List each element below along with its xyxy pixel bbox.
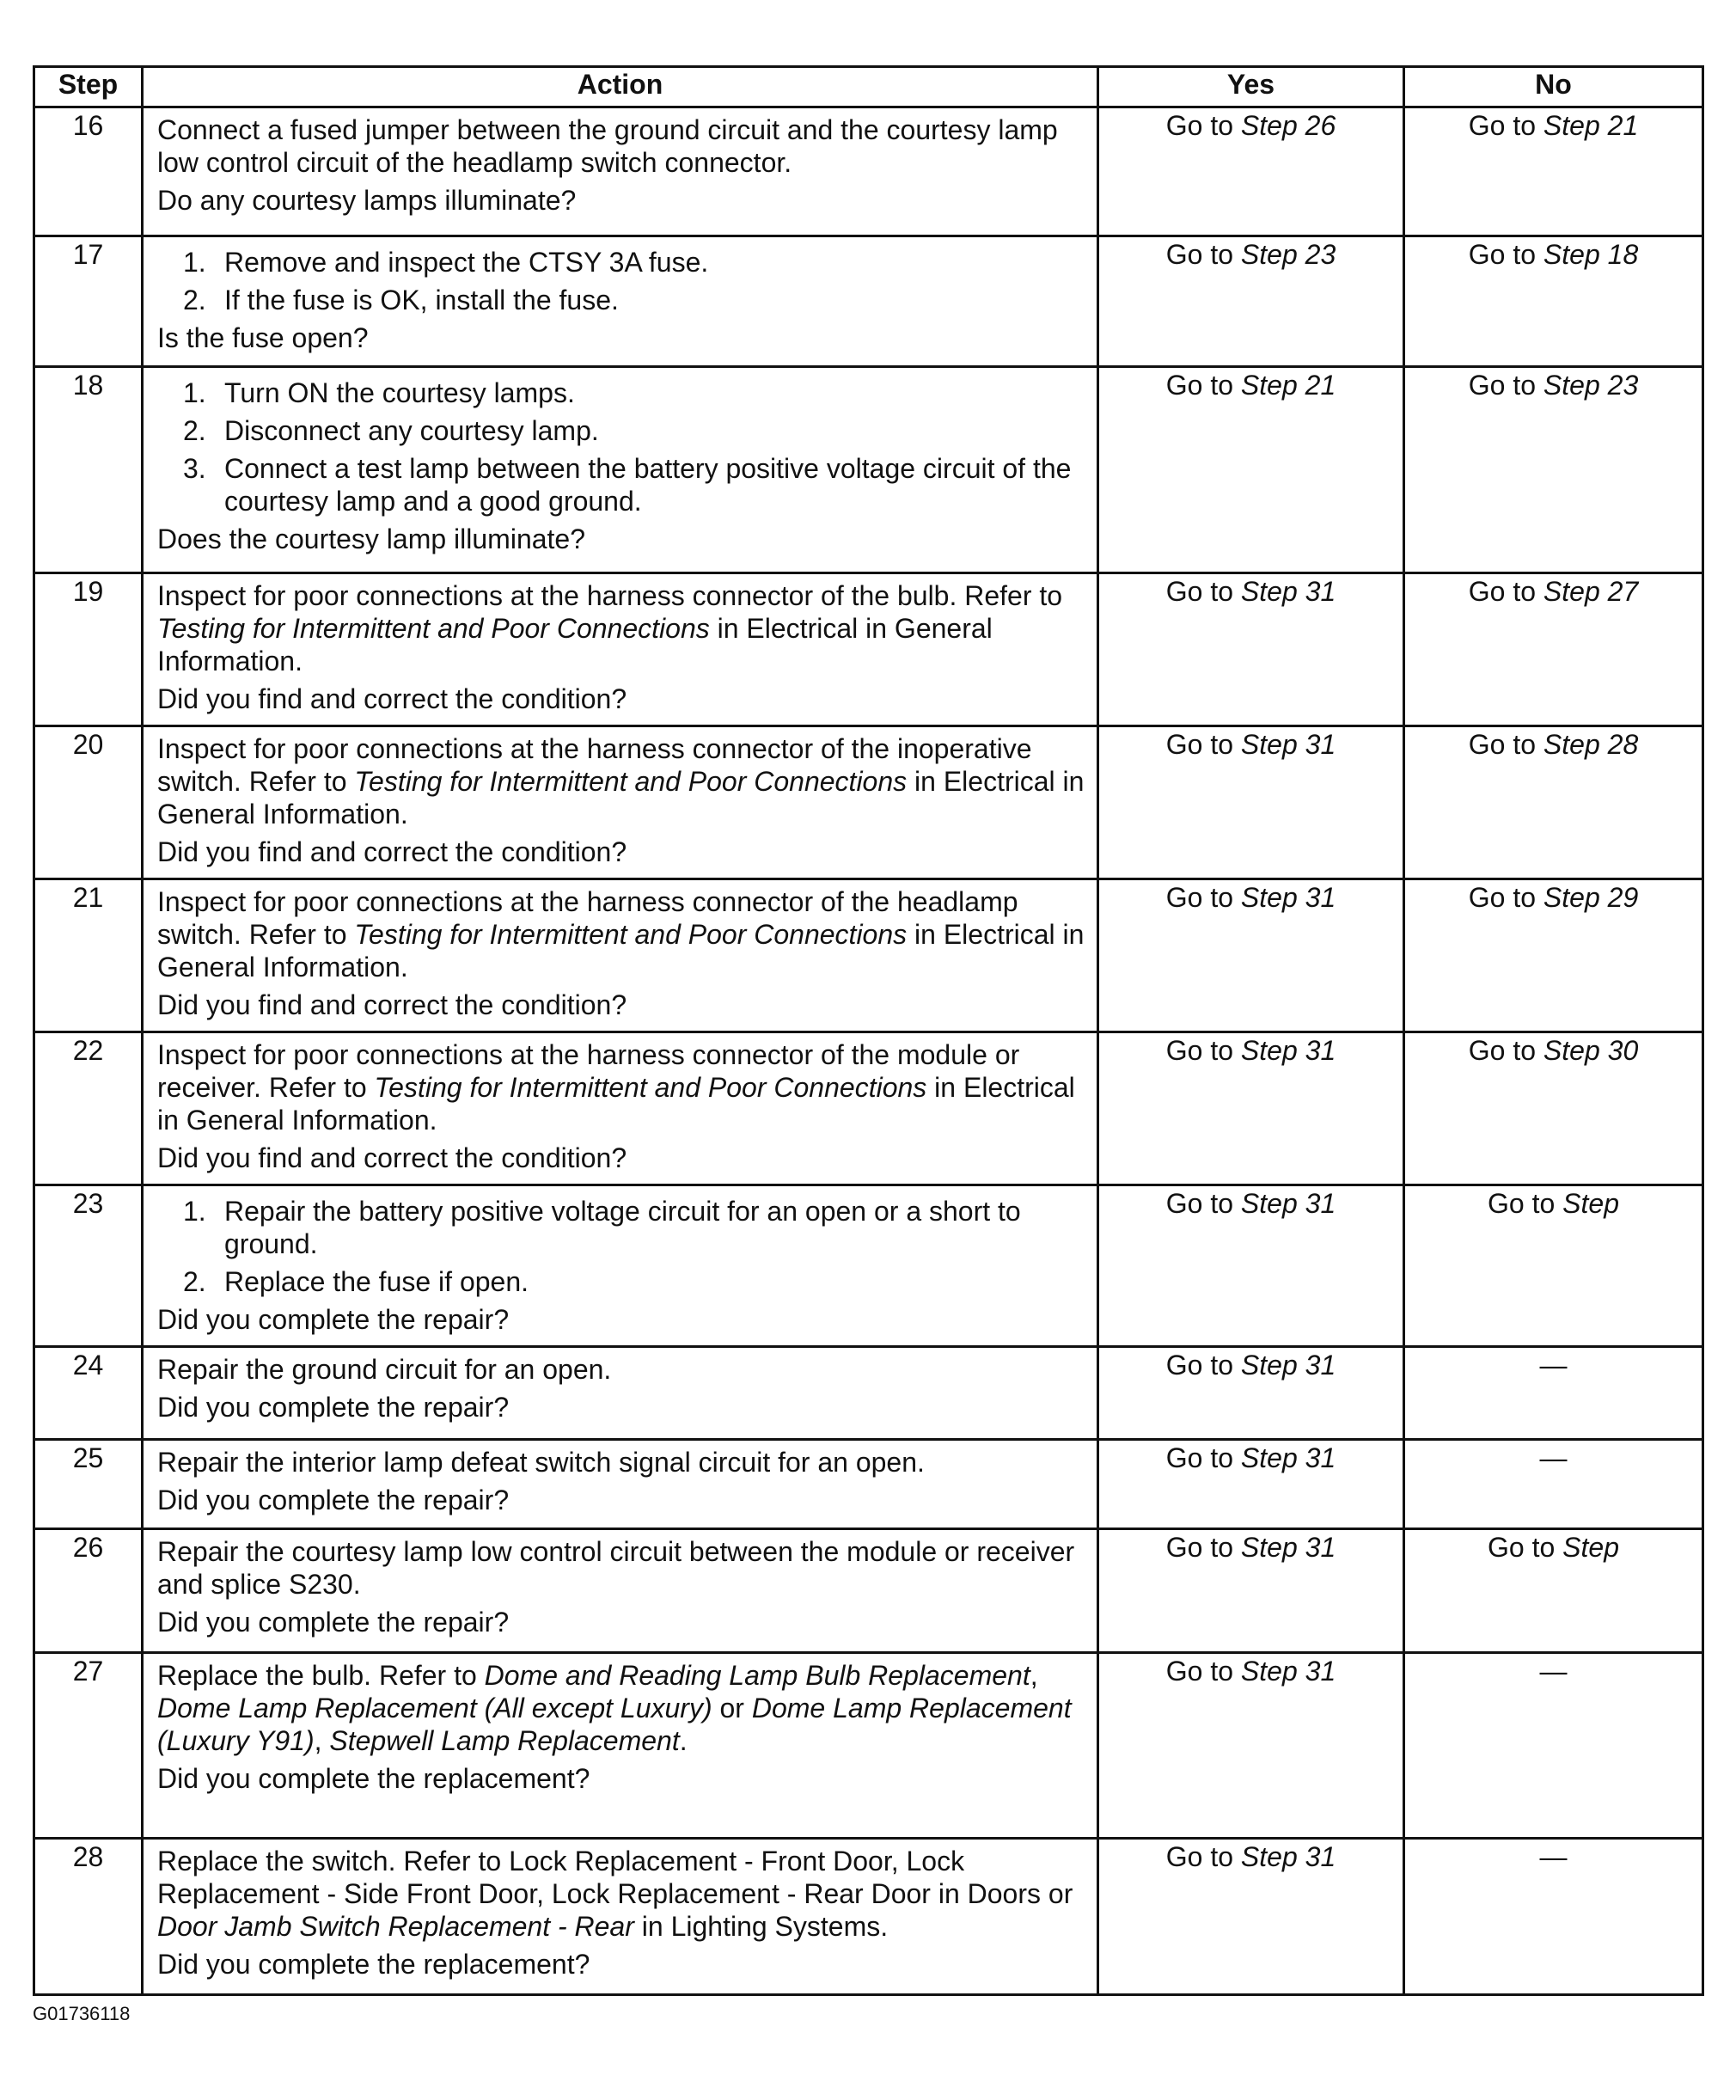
action-cell — [143, 1032, 1098, 1185]
reference-title: Dome Lamp Replacement (All except Luxury) — [157, 1693, 712, 1723]
yes-outcome — [1098, 1347, 1404, 1440]
instruction-number: 3. — [183, 453, 206, 484]
text-segment: Inspect for poor connections at the harness connector of the inoperative switch. Refer to — [157, 733, 1032, 797]
step-question: Did you find and correct the condition? — [157, 989, 627, 1020]
header-yes: Yes — [1098, 67, 1404, 107]
instruction-text: Repair the battery positive voltage circuit for an open or a short to ground. — [224, 1196, 1021, 1259]
action-text — [157, 1038, 1088, 1136]
yes-outcome — [1098, 1032, 1404, 1185]
step-reference: Step 31 — [1240, 1442, 1336, 1473]
text-segment: Repair the interior lamp defeat switch signal circuit for an open. — [157, 1447, 925, 1478]
goto-label: Go to — [1165, 110, 1241, 141]
text-segment: , — [314, 1725, 330, 1756]
goto-label: Go to — [1165, 1841, 1241, 1872]
table-row — [34, 1185, 1703, 1347]
text-segment: or — [712, 1693, 752, 1723]
text-segment: Inspect for poor connections at the harness connector of the bulb. Refer to — [157, 580, 1063, 611]
step-number: 25 — [34, 1440, 143, 1529]
yes-outcome — [1098, 1839, 1404, 1995]
step-question: Did you complete the repair? — [157, 1607, 510, 1638]
goto-label: Go to — [1165, 1532, 1241, 1563]
yes-outcome — [1098, 107, 1404, 236]
action-text — [157, 732, 1088, 830]
no-outcome — [1404, 1185, 1703, 1347]
reference-title: Door Jamb Switch Replacement - Rear — [157, 1911, 634, 1942]
yes-outcome — [1098, 879, 1404, 1032]
step-number: 19 — [34, 573, 143, 726]
instruction-number: 2. — [183, 285, 206, 315]
table-row — [34, 107, 1703, 236]
no-outcome — [1404, 1529, 1703, 1653]
step-reference: Step 31 — [1240, 1656, 1336, 1687]
step-question: Did you complete the repair? — [157, 1392, 510, 1423]
no-outcome — [1404, 1440, 1703, 1529]
no-outcome — [1404, 879, 1703, 1032]
yes-outcome — [1098, 236, 1404, 367]
step-number: 22 — [34, 1032, 143, 1185]
table-row — [34, 367, 1703, 573]
goto-label: Go to — [1468, 239, 1543, 270]
step-question: Did you complete the repair? — [157, 1304, 510, 1335]
goto-label: Go to — [1165, 1035, 1241, 1066]
table-row — [34, 879, 1703, 1032]
goto-label: Go to — [1468, 110, 1543, 141]
text-segment: . — [679, 1725, 688, 1756]
goto-label: Go to — [1468, 729, 1543, 760]
text-segment: in Electrical in General Information. — [157, 919, 1085, 983]
action-text — [157, 579, 1088, 677]
step-reference: Step 27 — [1543, 576, 1639, 607]
goto-label: Go to — [1468, 882, 1543, 913]
goto-label: Go to — [1165, 576, 1241, 607]
goto-label: Go to — [1165, 1442, 1241, 1473]
no-action-dash: — — [1539, 1350, 1568, 1381]
goto-label: Go to — [1488, 1188, 1563, 1219]
figure-id: G01736118 — [33, 2003, 131, 2024]
action-text — [157, 1535, 1088, 1601]
yes-outcome — [1098, 726, 1404, 879]
step-reference: Step 26 — [1240, 110, 1336, 141]
numbered-instruction — [157, 414, 1088, 447]
text-segment: in Electrical in General Information. — [157, 613, 993, 677]
text-segment: Replace the switch. Refer to Lock Replacement - Front Door, Lock Replacement - Side Front Door, Lock Replacement - Rear Door in Doors or — [157, 1846, 1073, 1909]
reference-title: Testing for Intermittent and Poor Connections — [157, 613, 710, 644]
instruction-text: Connect a test lamp between the battery positive voltage circuit of the courtesy lamp and a good ground. — [224, 453, 1072, 517]
instruction-text: Replace the fuse if open. — [224, 1266, 529, 1297]
action-cell — [143, 879, 1098, 1032]
text-segment: in Electrical in General Information. — [157, 1072, 1075, 1136]
no-action-dash: — — [1539, 1656, 1568, 1687]
goto-label: Go to — [1468, 1035, 1543, 1066]
reference-title: Dome and Reading Lamp Bulb Replacement — [484, 1660, 1030, 1691]
instruction-text: If the fuse is OK, install the fuse. — [224, 285, 619, 315]
step-reference: Step 31 — [1240, 1350, 1336, 1381]
step-question: Does the courtesy lamp illuminate? — [157, 523, 586, 554]
instruction-number: 1. — [183, 377, 206, 408]
no-action-dash: — — [1539, 1841, 1568, 1872]
action-text — [157, 113, 1088, 179]
text-segment: in Electrical in General Information. — [157, 766, 1085, 830]
step-number: 28 — [34, 1839, 143, 1995]
step-question: Did you find and correct the condition? — [157, 836, 627, 867]
step-reference: Step — [1562, 1532, 1619, 1563]
step-reference: Step 29 — [1543, 882, 1639, 913]
numbered-instruction — [157, 377, 1088, 409]
action-cell — [143, 1653, 1098, 1839]
yes-outcome — [1098, 367, 1404, 573]
text-segment: Repair the courtesy lamp low control circuit between the module or receiver and splice S230. — [157, 1536, 1075, 1600]
text-segment: Repair the ground circuit for an open. — [157, 1354, 612, 1385]
step-reference: Step 31 — [1240, 1532, 1336, 1563]
instruction-number: 1. — [183, 247, 206, 278]
instruction-text: Disconnect any courtesy lamp. — [224, 415, 599, 446]
action-cell — [143, 1440, 1098, 1529]
step-reference: Step 18 — [1543, 239, 1639, 270]
no-outcome — [1404, 1347, 1703, 1440]
table-row — [34, 236, 1703, 367]
table-body — [34, 107, 1703, 1995]
step-number: 27 — [34, 1653, 143, 1839]
table-row — [34, 1347, 1703, 1440]
step-number: 24 — [34, 1347, 143, 1440]
no-outcome — [1404, 107, 1703, 236]
action-text — [157, 1659, 1088, 1757]
goto-label: Go to — [1165, 1656, 1241, 1687]
numbered-instruction — [157, 1195, 1088, 1260]
step-question: Is the fuse open? — [157, 322, 369, 353]
text-segment: , — [1030, 1660, 1038, 1691]
step-question: Do any courtesy lamps illuminate? — [157, 185, 577, 216]
action-text — [157, 1353, 1088, 1386]
goto-label: Go to — [1165, 882, 1241, 913]
goto-label: Go to — [1165, 1350, 1241, 1381]
step-reference: Step 31 — [1240, 1188, 1336, 1219]
step-number: 18 — [34, 367, 143, 573]
reference-title: Dome Lamp Replacement (Luxury Y91) — [157, 1693, 1072, 1756]
instruction-number: 2. — [183, 1266, 206, 1297]
no-outcome — [1404, 236, 1703, 367]
reference-title: Stepwell Lamp Replacement — [329, 1725, 680, 1756]
numbered-instruction — [157, 246, 1088, 279]
step-number: 26 — [34, 1529, 143, 1653]
no-outcome — [1404, 367, 1703, 573]
goto-label: Go to — [1488, 1532, 1563, 1563]
header-step: Step — [34, 67, 143, 107]
goto-label: Go to — [1165, 370, 1241, 401]
step-number: 17 — [34, 236, 143, 367]
table-row — [34, 1032, 1703, 1185]
instruction-text: Remove and inspect the CTSY 3A fuse. — [224, 247, 709, 278]
step-number: 21 — [34, 879, 143, 1032]
step-reference: Step 23 — [1240, 239, 1336, 270]
goto-label: Go to — [1468, 370, 1543, 401]
step-question: Did you find and correct the condition? — [157, 1142, 627, 1173]
no-outcome — [1404, 573, 1703, 726]
step-question: Did you complete the replacement? — [157, 1949, 590, 1980]
table-row — [34, 726, 1703, 879]
text-segment: Replace the bulb. Refer to — [157, 1660, 485, 1691]
step-question: Did you complete the repair? — [157, 1485, 510, 1515]
step-reference: Step 23 — [1543, 370, 1639, 401]
no-outcome — [1404, 1653, 1703, 1839]
action-text — [157, 1845, 1088, 1943]
step-reference: Step 30 — [1543, 1035, 1639, 1066]
action-text — [157, 1446, 1088, 1479]
text-segment: Inspect for poor connections at the harness connector of the headlamp switch. Refer to — [157, 886, 1018, 950]
numbered-instruction — [157, 284, 1088, 316]
no-action-dash: — — [1539, 1442, 1568, 1473]
step-reference: Step 31 — [1240, 1841, 1336, 1872]
table-row — [34, 1529, 1703, 1653]
action-cell — [143, 1529, 1098, 1653]
table-row — [34, 1440, 1703, 1529]
yes-outcome — [1098, 1440, 1404, 1529]
step-number: 16 — [34, 107, 143, 236]
action-cell — [143, 107, 1098, 236]
action-cell — [143, 573, 1098, 726]
step-reference: Step 28 — [1543, 729, 1639, 760]
step-reference: Step — [1562, 1188, 1619, 1219]
step-reference: Step 31 — [1240, 576, 1336, 607]
goto-label: Go to — [1468, 576, 1543, 607]
table-row — [34, 573, 1703, 726]
table-header-row — [34, 67, 1703, 107]
yes-outcome — [1098, 573, 1404, 726]
goto-label: Go to — [1165, 239, 1241, 270]
header-no: No — [1404, 67, 1703, 107]
instruction-number: 1. — [183, 1196, 206, 1227]
numbered-instruction — [157, 452, 1088, 517]
action-cell — [143, 367, 1098, 573]
header-action: Action — [143, 67, 1098, 107]
action-text — [157, 885, 1088, 983]
action-cell — [143, 1185, 1098, 1347]
action-cell — [143, 1347, 1098, 1440]
step-reference: Step 31 — [1240, 1035, 1336, 1066]
step-reference: Step 21 — [1543, 110, 1639, 141]
goto-label: Go to — [1165, 729, 1241, 760]
text-segment: Inspect for poor connections at the harness connector of the module or receiver. Refer to — [157, 1039, 1020, 1103]
step-question: Did you complete the replacement? — [157, 1763, 590, 1794]
yes-outcome — [1098, 1653, 1404, 1839]
step-reference: Step 31 — [1240, 882, 1336, 913]
yes-outcome — [1098, 1529, 1404, 1653]
reference-title: Testing for Intermittent and Poor Connections — [354, 919, 908, 950]
text-segment: Connect a fused jumper between the ground circuit and the courtesy lamp low control circuit of the headlamp switch connector. — [157, 114, 1058, 178]
step-number: 23 — [34, 1185, 143, 1347]
instruction-text: Turn ON the courtesy lamps. — [224, 377, 575, 408]
action-cell — [143, 726, 1098, 879]
yes-outcome — [1098, 1185, 1404, 1347]
diagnostic-steps-table — [33, 65, 1704, 1996]
reference-title: Testing for Intermittent and Poor Connections — [374, 1072, 927, 1103]
no-outcome — [1404, 1032, 1703, 1185]
table-row — [34, 1653, 1703, 1839]
table-row — [34, 1839, 1703, 1995]
step-number: 20 — [34, 726, 143, 879]
step-reference: Step 21 — [1240, 370, 1336, 401]
no-outcome — [1404, 1839, 1703, 1995]
goto-label: Go to — [1165, 1188, 1241, 1219]
text-segment: in Lighting Systems. — [633, 1911, 889, 1942]
action-cell — [143, 236, 1098, 367]
step-question: Did you find and correct the condition? — [157, 683, 627, 714]
action-cell — [143, 1839, 1098, 1995]
reference-title: Testing for Intermittent and Poor Connections — [354, 766, 908, 797]
instruction-number: 2. — [183, 415, 206, 446]
numbered-instruction — [157, 1265, 1088, 1298]
step-reference: Step 31 — [1240, 729, 1336, 760]
no-outcome — [1404, 726, 1703, 879]
